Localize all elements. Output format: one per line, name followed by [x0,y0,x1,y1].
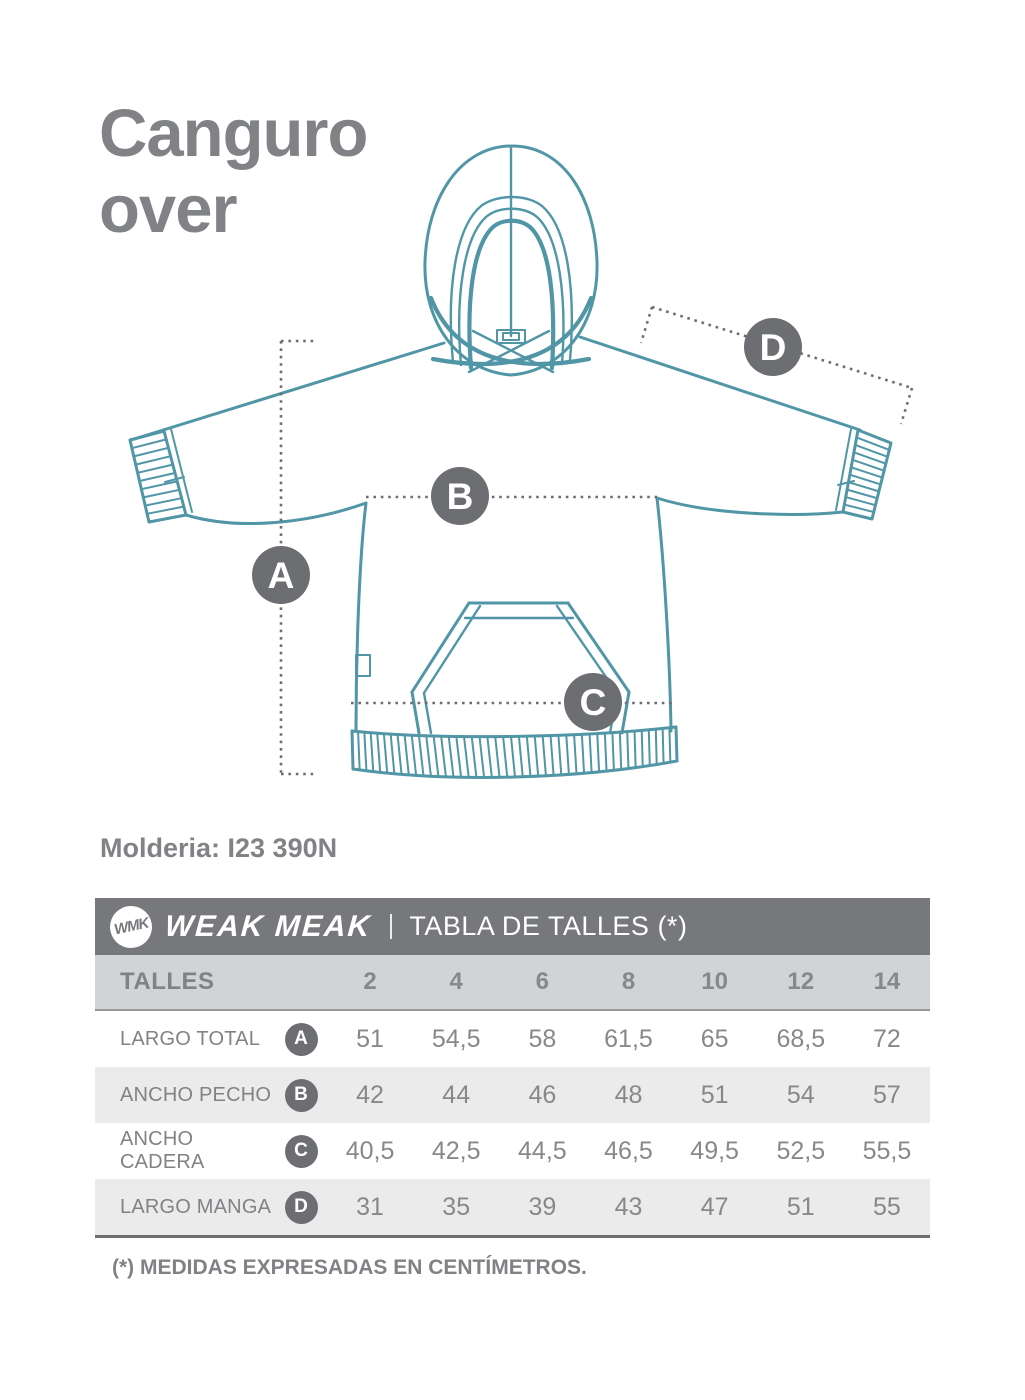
row-badge: C [285,1135,318,1168]
value-cell: 57 [873,1080,901,1109]
value-cell: 61,5 [604,1024,653,1053]
body [356,498,671,731]
size-col: 12 [787,968,815,995]
right-sleeve [580,337,891,519]
size-col: 14 [873,968,901,995]
table-row-largo-total [95,1011,930,1067]
row-badge-cell [275,1023,327,1056]
measure-badge-b [431,467,489,525]
row-badge-cell [275,1191,327,1224]
value-cell: 44 [442,1080,471,1109]
value-cell: 46,5 [604,1136,653,1165]
table-title: TABLA DE TALLES (*) [409,911,688,941]
value-cell: 51 [356,1024,384,1053]
value-cell: 52,5 [776,1136,826,1165]
row-badge: B [285,1079,318,1112]
row-label: LARGO MANGA [120,1195,272,1218]
row-label: ANCHO CADERA [120,1128,205,1173]
measure-badge-c [564,673,622,731]
size-col: 2 [363,968,377,995]
table-row-ancho-pecho [95,1067,930,1123]
svg-text:A: A [267,555,295,596]
size-table [95,898,930,1238]
value-cell: 58 [528,1024,557,1053]
table-row-largo-manga [95,1179,930,1235]
measure-badge-a [252,546,310,604]
header-separator [390,914,392,939]
value-cell: 48 [614,1080,643,1109]
page-title-line1: Canguro [99,96,368,171]
value-cell: 47 [700,1192,729,1221]
value-cell: 43 [614,1192,643,1221]
size-col: 6 [535,968,550,995]
value-cell: 49,5 [690,1136,739,1165]
value-cell: 39 [528,1192,557,1221]
brand-logo-icon [110,906,152,948]
brand-monogram: WMK [112,914,150,939]
value-cell: 55 [873,1192,901,1221]
value-cell: 51 [786,1192,815,1221]
sizes-header-label: TALLES [120,968,215,995]
value-cell: 40,5 [345,1136,395,1165]
value-cell: 65 [700,1024,729,1053]
table-row-ancho-cadera [95,1123,930,1179]
row-badge-cell [275,1135,327,1168]
measure-badge-d [744,318,802,376]
svg-text:C: C [579,682,607,723]
row-label: ANCHO PECHO [120,1083,272,1106]
brand-name: WEAK MEAK [163,909,373,943]
row-badge: D [285,1191,318,1224]
value-cell: 51 [700,1080,729,1109]
hem-ribbing [352,727,677,777]
units-footnote: (*) MEDIDAS EXPRESADAS EN CENTÍMETROS. [112,1256,587,1279]
value-cell: 72 [873,1024,901,1053]
value-cell: 42 [356,1080,384,1109]
svg-text:D: D [759,327,787,368]
svg-text:B: B [446,476,474,517]
value-cell: 42,5 [431,1136,481,1165]
row-badge-cell [275,1079,327,1112]
value-cell: 68,5 [776,1024,826,1053]
table-header-bar [95,898,930,955]
hood [425,146,597,375]
value-cell: 46 [528,1080,557,1109]
size-col: 4 [449,968,463,995]
value-cell: 44,5 [518,1136,567,1165]
size-col: 8 [621,968,636,995]
row-label: LARGO TOTAL [120,1027,261,1050]
value-cell: 54,5 [431,1024,481,1053]
page-title-line2: over [99,172,237,247]
value-cell: 54 [786,1080,815,1109]
pattern-code: Molderia: I23 390N [100,833,338,863]
value-cell: 31 [356,1192,384,1221]
sizes-header-row [95,955,930,1011]
value-cell: 35 [442,1192,471,1221]
value-cell: 55,5 [862,1136,912,1165]
row-badge: A [285,1023,318,1056]
size-col: 10 [701,968,728,995]
